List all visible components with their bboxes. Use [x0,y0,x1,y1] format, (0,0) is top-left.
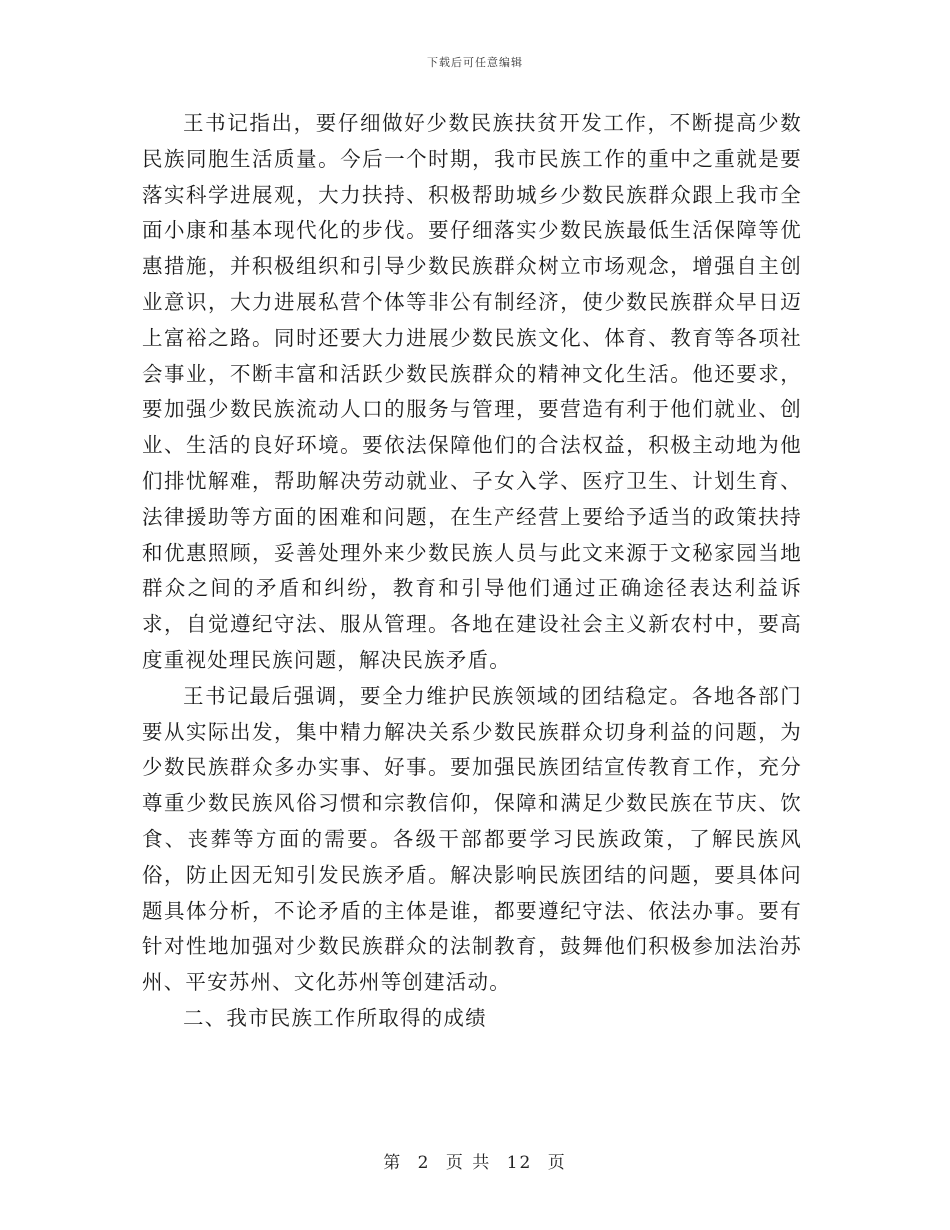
footer-middle: 页 共 [445,1153,492,1173]
page-footer [0,1148,950,1173]
footer-suffix: 页 [547,1153,567,1173]
footer-current-page: 2 [417,1153,431,1173]
section-heading: 二、我市民族工作所取得的成绩 [183,1005,487,1030]
document-body [142,106,802,1037]
paragraph-1: 王书记指出，要仔细做好少数民族扶贫开发工作，不断提高少数民族同胞生活质量。今后一个时期，我市民族工作的重中之重就是要落实科学进展观，大力扶持、积极帮助城乡少数民族群众跟上我市全面小康和基本现代化的步伐。要仔细落实少数民族最低生活保障等优惠措施，并积极组织和引导少数民族群众树立市场观念，增强自主创业意识，大力进展私营个体等非公有制经济，使少数民族群众早日迈上富裕之路。同时还要大力进展少数民族文化、体育、教育等各项社会事业，不断丰富和活跃少数民族群众的精神文化生活。他还要求，要加强少数民族流动人口的服务与管理，要营造有利于他们就业、创业、生活的良好环境。要依法保障他们的合法权益，积极主动地为他们排忧解难，帮助解决劳动就业、子女入学、医疗卫生、计划生育、法律援助等方面的困难和问题，在生产经营上要给予适当的政策扶持和优惠照顾，妥善处理外来少数民族人员与此文来源于文秘家园当地群众之间的矛盾和纠纷，教育和引导他们通过正确途径表达利益诉求，自觉遵纪守法、服从管理。各地在建设社会主义新农村中，要高度重视处理民族问题，解决民族矛盾。 [142,111,802,672]
footer-total-pages: 12 [506,1153,533,1173]
paragraph-2: 王书记最后强调，要全力维护民族领域的团结稳定。各地各部门要从实际出发，集中精力解决关系少数民族群众切身利益的问题，为少数民族群众多办实事、好事。要加强民族团结宣传教育工作，充分尊重少数民族风俗习惯和宗教信仰，保障和满足少数民族在节庆、饮食、丧葬等方面的需要。各级干部都要学习民族政策，了解民族风俗，防止因无知引发民族矛盾。解决影响民族团结的问题，要具体问题具体分析，不论矛盾的主体是谁，都要遵纪守法、依法办事。要有针对性地加强对少数民族群众的法制教育，鼓舞他们积极参加法治苏州、平安苏州、文化苏州等创建活动。 [142,683,802,995]
footer-prefix: 第 [383,1153,403,1173]
page-header: 下载后可任意编辑 [427,56,523,69]
